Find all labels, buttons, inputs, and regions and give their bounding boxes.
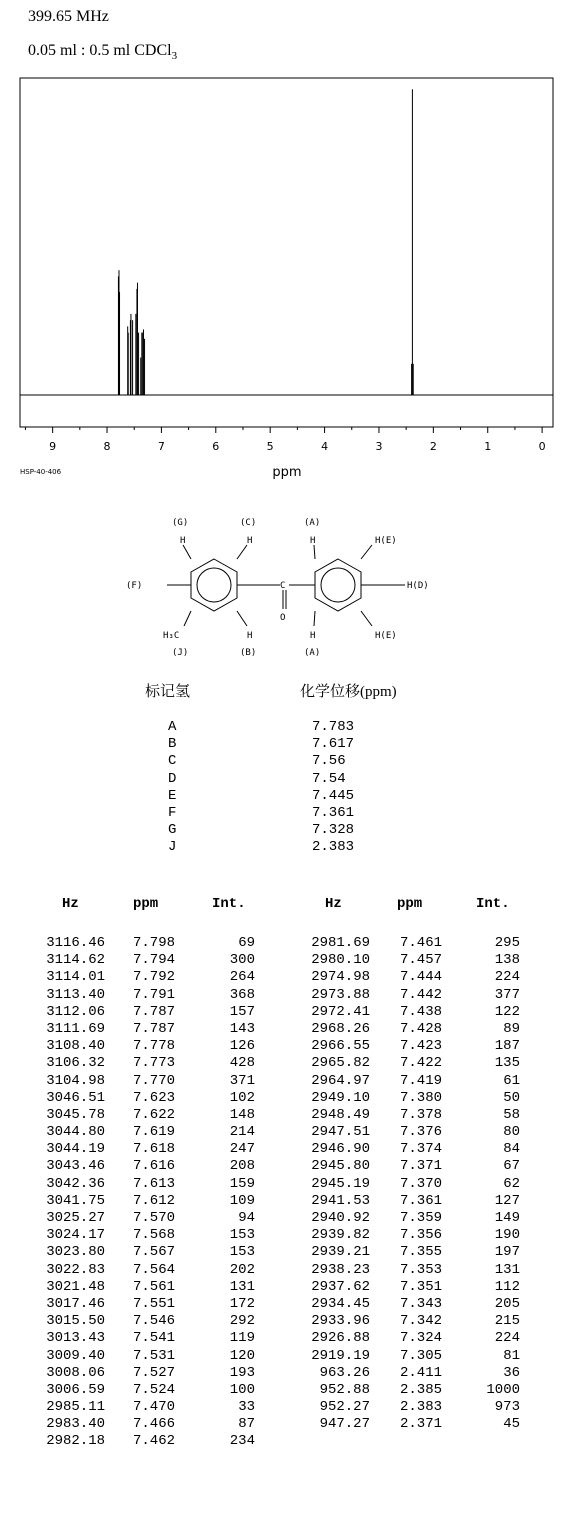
peak-table-cell: 1000 xyxy=(486,1381,520,1398)
peak-table-cell: 214 xyxy=(229,1124,255,1141)
bond-h-a-top xyxy=(314,545,315,559)
peak-table-cell: 7.527 xyxy=(133,1364,176,1381)
assignment-label: C xyxy=(168,753,177,770)
peak-table-cell: 300 xyxy=(229,952,255,969)
peak-table-cell: 215 xyxy=(494,1313,520,1330)
peak-table-cell: 2937.62 xyxy=(311,1278,370,1295)
peak-table-cell: 3044.19 xyxy=(46,1141,105,1158)
peak-table-cell: 2934.45 xyxy=(311,1295,370,1312)
atom-h-c: H xyxy=(247,536,253,546)
peak-table-cell: 7.422 xyxy=(400,1055,443,1072)
peak-table-cell: 2919.19 xyxy=(311,1347,370,1364)
peak-table-cell: 2.371 xyxy=(400,1416,443,1433)
label-a-bot: (A) xyxy=(304,648,321,658)
peak-table-cell: 208 xyxy=(229,1158,255,1175)
peak-table-cell: 224 xyxy=(494,969,520,986)
peak-table-cell: 89 xyxy=(503,1020,520,1037)
peak-table-cell: 3009.40 xyxy=(46,1347,105,1364)
carbonyl-oxygen: O xyxy=(280,613,286,623)
peak-table-cell: 2939.82 xyxy=(311,1227,370,1244)
peak-table-cell: 952.27 xyxy=(319,1399,370,1416)
peak-table-cell: 2946.90 xyxy=(311,1141,370,1158)
peak-table-cell: 2974.98 xyxy=(311,969,370,986)
assignment-shift: 2.383 xyxy=(312,839,355,856)
assignment-shifts xyxy=(312,719,354,857)
assignment-shift: 7.783 xyxy=(312,719,355,735)
peak-table-cell: 3046.51 xyxy=(46,1089,105,1106)
assignment-label-header: 标记氢 xyxy=(145,684,191,700)
peak-table-cell: 7.355 xyxy=(400,1244,443,1261)
right-aromatic-circle xyxy=(321,568,355,602)
peak-table-cell: 234 xyxy=(229,1433,255,1450)
assignment-label: E xyxy=(168,787,177,804)
peak-table-cell: 7.356 xyxy=(400,1227,443,1244)
peak-table-cell: 3025.27 xyxy=(46,1210,105,1226)
peak-table-cell: 94 xyxy=(238,1210,255,1226)
peak-table-cell: 224 xyxy=(494,1330,520,1347)
peak-table-cell: 3024.17 xyxy=(46,1227,105,1244)
peak-table-cell: 295 xyxy=(494,935,520,951)
peak-table-cell: 7.461 xyxy=(400,935,443,951)
peak-table-cell: 7.376 xyxy=(400,1124,443,1141)
peak-table-cell: 947.27 xyxy=(319,1416,370,1433)
x-tick-label: 6 xyxy=(212,440,220,453)
peak-table-cell: 2985.11 xyxy=(46,1399,105,1416)
peak-table-cell: 7.541 xyxy=(133,1330,176,1347)
peak-table-cell: 2980.10 xyxy=(311,952,370,969)
peak-table-cell: 7.444 xyxy=(400,969,443,986)
assignment-shift: 7.361 xyxy=(312,804,355,821)
peak-table-cell: 7.371 xyxy=(400,1158,443,1175)
peak-table-cell: 973 xyxy=(494,1399,520,1416)
x-tick-label: 0 xyxy=(538,440,546,453)
peak-table-cell: 7.792 xyxy=(133,969,176,986)
assignment-label: F xyxy=(168,804,177,821)
assignment-shift: 7.617 xyxy=(312,736,355,753)
peak-table-cell: 7.324 xyxy=(400,1330,443,1347)
peak-table-cell: 7.564 xyxy=(133,1261,176,1278)
header-hz-right: Hz xyxy=(325,896,342,912)
peak-table-cell: 2966.55 xyxy=(311,1038,370,1055)
peak-table-cell: 7.618 xyxy=(133,1141,176,1158)
atom-h-d: H(D) xyxy=(407,581,429,591)
peak-table-cell: 7.561 xyxy=(133,1278,176,1295)
peak-table-cell: 3114.62 xyxy=(46,952,105,969)
x-tick-label: 4 xyxy=(321,440,329,453)
peak-table-cell: 3008.06 xyxy=(46,1364,105,1381)
methyl-group: H₃C xyxy=(163,631,180,641)
peak-table-cell: 197 xyxy=(494,1244,520,1261)
peak-table-cell: 7.374 xyxy=(400,1141,443,1158)
peak-table-cell: 45 xyxy=(503,1416,520,1433)
peak-table-cell: 61 xyxy=(503,1072,520,1089)
x-tick-label: 3 xyxy=(375,440,383,453)
peak-table-cell: 7.531 xyxy=(133,1347,176,1364)
peak-table-cell: 3114.01 xyxy=(46,969,105,986)
peak-table-cell: 2.383 xyxy=(400,1399,443,1416)
peak-table-cell: 120 xyxy=(229,1347,255,1364)
peak-table-cell: 371 xyxy=(229,1072,255,1089)
peak-table-cell: 2938.23 xyxy=(311,1261,370,1278)
peak-table-cell: 963.26 xyxy=(319,1364,370,1381)
bond-h-c xyxy=(237,545,247,559)
atom-h-a-bot: H xyxy=(310,631,316,641)
label-c: (C) xyxy=(240,518,257,528)
label-g: (G) xyxy=(172,518,189,528)
solvent-subscript: 3 xyxy=(171,50,178,63)
x-tick-label: 1 xyxy=(484,440,492,453)
peak-table-cell: 3113.40 xyxy=(46,986,105,1003)
header-int-right: Int. xyxy=(476,896,510,912)
peak-table-cell: 2983.40 xyxy=(46,1416,105,1433)
peak-table-cell: 2939.21 xyxy=(311,1244,370,1261)
peak-table-cell: 3006.59 xyxy=(46,1381,105,1398)
right-int-column xyxy=(460,935,520,1433)
peak-table-cell: 119 xyxy=(229,1330,255,1347)
x-tick-label: 7 xyxy=(157,440,165,453)
peak-table-cell: 7.378 xyxy=(400,1106,443,1123)
x-tick-label: 5 xyxy=(266,440,274,453)
peak-table-cell: 7.773 xyxy=(133,1055,176,1072)
peak-table-cell: 131 xyxy=(494,1261,520,1278)
peak-table-cell: 122 xyxy=(494,1003,520,1020)
carbonyl-carbon: C xyxy=(280,581,286,591)
peak-table-cell: 172 xyxy=(229,1295,255,1312)
peak-table-cell: 3043.46 xyxy=(46,1158,105,1175)
peak-table-cell: 36 xyxy=(503,1364,520,1381)
peak-table-cell: 2945.80 xyxy=(311,1158,370,1175)
right-hz-column xyxy=(285,935,370,1433)
peak-table-cell: 87 xyxy=(238,1416,255,1433)
peak-table-cell: 7.612 xyxy=(133,1192,176,1209)
x-tick-label: 9 xyxy=(49,440,57,453)
x-tick-label: 8 xyxy=(103,440,111,453)
peak-table-cell: 109 xyxy=(229,1192,255,1209)
peak-table-cell: 2948.49 xyxy=(311,1106,370,1123)
peak-table-cell: 153 xyxy=(229,1244,255,1261)
peak-table-cell: 7.622 xyxy=(133,1106,176,1123)
assignment-shift-header: 化学位移(ppm) xyxy=(300,684,397,700)
peak-table-cell: 148 xyxy=(229,1106,255,1123)
peak-table-cell: 7.570 xyxy=(133,1210,176,1226)
peak-table-cell: 7.770 xyxy=(133,1072,176,1089)
assignment-shift: 7.328 xyxy=(312,822,355,839)
peak-table-cell: 7.613 xyxy=(133,1175,176,1192)
peak-table-cell: 2.411 xyxy=(400,1364,443,1381)
label-b: (B) xyxy=(240,648,257,658)
bond-h-g xyxy=(183,545,191,559)
right-benzene-ring xyxy=(315,559,361,611)
molecule-structure xyxy=(0,0,570,680)
header-ppm-left: ppm xyxy=(133,896,159,912)
peak-table-cell: 3022.83 xyxy=(46,1261,105,1278)
peak-table-cell: 187 xyxy=(494,1038,520,1055)
peak-table-cell: 7.778 xyxy=(133,1038,176,1055)
peak-table-cell: 7.438 xyxy=(400,1003,443,1020)
peak-table-cell: 138 xyxy=(494,952,520,969)
peak-table-cell: 7.524 xyxy=(133,1381,176,1398)
peak-table-cell: 149 xyxy=(494,1210,520,1226)
peak-table-cell: 2968.26 xyxy=(311,1020,370,1037)
assignment-label: B xyxy=(168,736,177,753)
peak-table-cell: 100 xyxy=(229,1381,255,1398)
peak-table-cell: 7.462 xyxy=(133,1433,176,1450)
peak-table-cell: 247 xyxy=(229,1141,255,1158)
assignment-shift: 7.54 xyxy=(312,770,346,787)
peak-table-cell: 62 xyxy=(503,1175,520,1192)
peak-table-cell: 7.380 xyxy=(400,1089,443,1106)
peak-table-cell: 7.798 xyxy=(133,935,176,951)
peak-table-cell: 7.546 xyxy=(133,1313,176,1330)
bond-h-e-bot xyxy=(361,611,372,626)
left-aromatic-circle xyxy=(197,568,231,602)
peak-table-cell: 368 xyxy=(229,986,255,1003)
peak-table-cell: 7.551 xyxy=(133,1295,176,1312)
peak-table-cell: 7.791 xyxy=(133,986,176,1003)
peak-table-cell: 7.457 xyxy=(400,952,443,969)
peak-table-cell: 2947.51 xyxy=(311,1124,370,1141)
assignment-label: A xyxy=(168,719,177,735)
peak-table-cell: 7.342 xyxy=(400,1313,443,1330)
peak-table-cell: 112 xyxy=(494,1278,520,1295)
peak-table-cell: 7.567 xyxy=(133,1244,176,1261)
peak-table-cell: 2981.69 xyxy=(311,935,370,951)
left-ppm-column xyxy=(133,935,175,1451)
peak-table-cell: 377 xyxy=(494,986,520,1003)
peak-table-cell: 7.370 xyxy=(400,1175,443,1192)
peak-table-cell: 7.442 xyxy=(400,986,443,1003)
peak-table-cell: 143 xyxy=(229,1020,255,1037)
peak-table-cell: 292 xyxy=(229,1313,255,1330)
atom-h-e-top: H(E) xyxy=(375,536,397,546)
bond-h-b xyxy=(237,611,247,626)
left-benzene-ring xyxy=(191,559,237,611)
assignment-shift: 7.445 xyxy=(312,787,355,804)
peak-table-cell: 126 xyxy=(229,1038,255,1055)
peak-table-cell: 2964.97 xyxy=(311,1072,370,1089)
x-tick-label: 2 xyxy=(429,440,437,453)
peak-table-cell: 205 xyxy=(494,1295,520,1312)
peak-table-cell: 193 xyxy=(229,1364,255,1381)
peak-table-cell: 7.305 xyxy=(400,1347,443,1364)
peak-table-cell: 7.423 xyxy=(400,1038,443,1055)
peak-table-cell: 131 xyxy=(229,1278,255,1295)
atom-h-a-top: H xyxy=(310,536,316,546)
peak-table-cell: 7.787 xyxy=(133,1003,176,1020)
peak-table-cell: 264 xyxy=(229,969,255,986)
peak-table-cell: 2940.92 xyxy=(311,1210,370,1226)
peak-table-cell: 7.361 xyxy=(400,1192,443,1209)
peak-table-cell: 127 xyxy=(494,1192,520,1209)
assignment-label: D xyxy=(168,770,177,787)
peak-table-cell: 3108.40 xyxy=(46,1038,105,1055)
peak-table-cell: 7.353 xyxy=(400,1261,443,1278)
label-a-top: (A) xyxy=(304,518,321,528)
right-ppm-column xyxy=(400,935,442,1433)
peak-table-cell: 2.385 xyxy=(400,1381,443,1398)
header-int-left: Int. xyxy=(212,896,246,912)
peak-table-cell: 84 xyxy=(503,1141,520,1158)
assignment-labels xyxy=(168,719,176,857)
atom-h-b: H xyxy=(247,631,253,641)
peak-table-cell: 67 xyxy=(503,1158,520,1175)
peak-table-cell: 3042.36 xyxy=(46,1175,105,1192)
spectrometer-frequency: 399.65 MHz xyxy=(28,8,109,25)
atom-h-e-bot: H(E) xyxy=(375,631,397,641)
peak-table-cell: 428 xyxy=(229,1055,255,1072)
peak-table-cell: 3112.06 xyxy=(46,1003,105,1020)
peak-table-cell: 3044.80 xyxy=(46,1124,105,1141)
peak-table-cell: 153 xyxy=(229,1227,255,1244)
peak-table-cell: 3045.78 xyxy=(46,1106,105,1123)
peak-table-cell: 2949.10 xyxy=(311,1089,370,1106)
header-ppm-right: ppm xyxy=(397,896,423,912)
peak-table-cell: 3023.80 xyxy=(46,1244,105,1261)
peak-table-cell: 7.616 xyxy=(133,1158,176,1175)
bond-h-e-top xyxy=(361,545,372,559)
peak-table-cell: 2926.88 xyxy=(311,1330,370,1347)
peak-table-cell: 2941.53 xyxy=(311,1192,370,1209)
peak-table-cell: 952.88 xyxy=(319,1381,370,1398)
peak-table-cell: 7.470 xyxy=(133,1399,176,1416)
peak-table-cell: 7.419 xyxy=(400,1072,443,1089)
peak-table-cell: 190 xyxy=(494,1227,520,1244)
peak-table-cell: 2933.96 xyxy=(311,1313,370,1330)
bond-methyl xyxy=(184,611,191,626)
peak-table-cell: 7.351 xyxy=(400,1278,443,1295)
peak-table-cell: 7.568 xyxy=(133,1227,176,1244)
peak-table-cell: 50 xyxy=(503,1089,520,1106)
peak-table-cell: 3106.32 xyxy=(46,1055,105,1072)
assignment-label: J xyxy=(168,839,177,856)
peak-table-cell: 3111.69 xyxy=(46,1020,105,1037)
peak-table-cell: 7.343 xyxy=(400,1295,443,1312)
spectrum-code: HSP-40-406 xyxy=(20,468,62,476)
assignment-label: G xyxy=(168,822,177,839)
peak-table-cell: 2973.88 xyxy=(311,986,370,1003)
label-j: (J) xyxy=(172,648,189,658)
peak-table-cell: 2965.82 xyxy=(311,1055,370,1072)
peak-table-cell: 3021.48 xyxy=(46,1278,105,1295)
peak-table-cell: 3104.98 xyxy=(46,1072,105,1089)
solvent-text: 0.05 ml : 0.5 ml CDCl xyxy=(28,42,172,59)
peak-table-cell: 3013.43 xyxy=(46,1330,105,1347)
peak-table-cell: 2972.41 xyxy=(311,1003,370,1020)
peak-table-cell: 69 xyxy=(238,935,255,951)
bond-h-a-bot xyxy=(314,611,315,626)
atom-h-g: H xyxy=(180,536,186,546)
peak-table-cell: 7.466 xyxy=(133,1416,176,1433)
peak-table-cell: 7.619 xyxy=(133,1124,176,1141)
peak-table-cell: 157 xyxy=(229,1003,255,1020)
peak-table-cell: 58 xyxy=(503,1106,520,1123)
peak-table-cell: 3116.46 xyxy=(46,935,105,951)
peak-table-cell: 135 xyxy=(494,1055,520,1072)
x-axis-label: ppm xyxy=(272,465,302,480)
peak-table-cell: 7.623 xyxy=(133,1089,176,1106)
peak-table-cell: 7.428 xyxy=(400,1020,443,1037)
label-f: (F) xyxy=(126,581,143,591)
peak-table-cell: 3017.46 xyxy=(46,1295,105,1312)
peak-table-cell: 102 xyxy=(229,1089,255,1106)
peak-table-cell: 81 xyxy=(503,1347,520,1364)
peak-table-cell: 3015.50 xyxy=(46,1313,105,1330)
peak-table-cell: 33 xyxy=(238,1399,255,1416)
peak-table-cell: 3041.75 xyxy=(46,1192,105,1209)
left-hz-column xyxy=(20,935,105,1451)
peak-table-cell: 80 xyxy=(503,1124,520,1141)
assignment-shift: 7.56 xyxy=(312,753,346,770)
peak-table-cell: 7.794 xyxy=(133,952,176,969)
peak-table-cell: 7.359 xyxy=(400,1210,443,1226)
left-int-column xyxy=(200,935,255,1451)
peak-table-cell: 2982.18 xyxy=(46,1433,105,1450)
peak-table-cell: 2945.19 xyxy=(311,1175,370,1192)
header-hz-left: Hz xyxy=(62,896,79,912)
peak-table-cell: 7.787 xyxy=(133,1020,176,1037)
peak-table-cell: 159 xyxy=(229,1175,255,1192)
peak-table-cell: 202 xyxy=(229,1261,255,1278)
